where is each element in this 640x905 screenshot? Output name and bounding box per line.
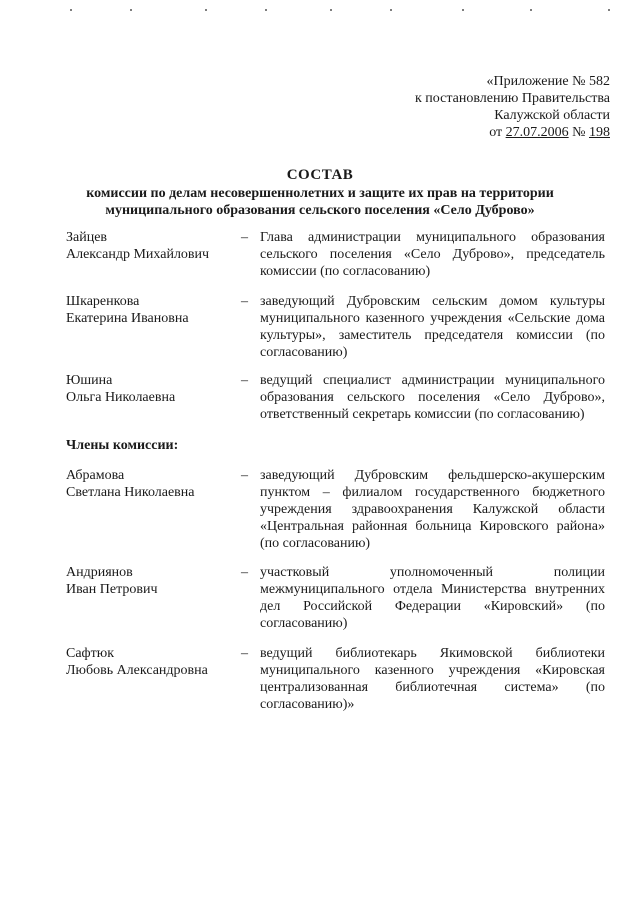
scan-speck [608, 9, 610, 11]
member-dash: – [241, 230, 248, 245]
member-surname: Шкаренкова [66, 294, 140, 309]
members-heading: Члены комиссии: [66, 438, 179, 453]
member-surname: Юшина [66, 373, 113, 388]
member-role: заведующий Дубровским сельским домом культуры муниципального казенного учреждения «Сельские дома культуры», заместитель председателя комиссии (по согласованию) [260, 294, 605, 360]
scan-speck [130, 9, 132, 11]
member-dash: – [241, 565, 248, 580]
scan-speck [390, 9, 392, 11]
member-name [66, 467, 241, 501]
member-role: Глава администрации муниципального образования сельского поселения «Село Дуброво», председатель комиссии (по согласованию) [260, 230, 605, 279]
scan-speck [265, 9, 267, 11]
member-dash: – [241, 373, 248, 388]
scan-speck [462, 9, 464, 11]
scan-speck [530, 9, 532, 11]
appendix-date-prefix: от [489, 125, 506, 140]
scan-speck [70, 9, 72, 11]
scan-specks [0, 0, 640, 20]
member-given-names: Екатерина Ивановна [66, 311, 189, 326]
member-surname: Андриянов [66, 565, 133, 580]
document-subtitle-line1: комиссии по делам несовершеннолетних и защите их прав на территории [86, 186, 554, 201]
member-surname: Сафтюк [66, 646, 115, 661]
member-name [66, 229, 241, 263]
appendix-region: Калужской области [494, 108, 610, 123]
member-given-names: Ольга Николаевна [66, 390, 176, 405]
member-given-names: Александр Михайлович [66, 247, 210, 262]
appendix-block [415, 73, 610, 141]
member-name [66, 372, 241, 406]
document-title: СОСТАВ [286, 167, 354, 183]
appendix-decree: к постановлению Правительства [414, 91, 610, 106]
member-given-names: Любовь Александровна [66, 663, 208, 678]
appendix-number: «Приложение № 582 [486, 74, 610, 89]
member-dash: – [241, 294, 248, 309]
document-subtitle-line2: муниципального образования сельского поселения «Село Дуброво» [105, 203, 535, 218]
appendix-decree-number: 198 [589, 125, 610, 140]
scan-speck [330, 9, 332, 11]
member-surname: Абрамова [66, 468, 125, 483]
member-name [66, 293, 241, 327]
member-dash: – [241, 646, 248, 661]
member-role: участковый уполномоченный полиции межмуниципального отдела Министерства внутренних дел Российской Федерации «Кировский» (по согласованию) [260, 565, 605, 631]
member-given-names: Светлана Николаевна [66, 485, 195, 500]
member-name [66, 564, 241, 598]
scan-speck [205, 9, 207, 11]
member-role: заведующий Дубровским фельдшерско-акушерским пунктом – филиалом государственного бюджетного учреждения здравоохранения Калужской области «Центральная районная больница Кировского района» (по согласованию) [260, 468, 605, 551]
member-given-names: Иван Петрович [66, 582, 158, 597]
member-surname: Зайцев [66, 230, 108, 245]
appendix-date: 27.07.2006 [505, 125, 569, 140]
appendix-date-line [415, 124, 610, 141]
member-role: ведущий библиотекарь Якимовской библиотеки муниципального казенного учреждения «Кировская централизованная библиотечная система» (по согласованию)» [260, 646, 605, 712]
member-role: ведущий специалист администрации муниципального образования сельского поселения «Село Дуброво», ответственный секретарь комиссии (по согласованию) [260, 373, 605, 422]
member-dash: – [241, 468, 248, 483]
member-name [66, 645, 241, 679]
appendix-number-sign: № [568, 125, 589, 140]
